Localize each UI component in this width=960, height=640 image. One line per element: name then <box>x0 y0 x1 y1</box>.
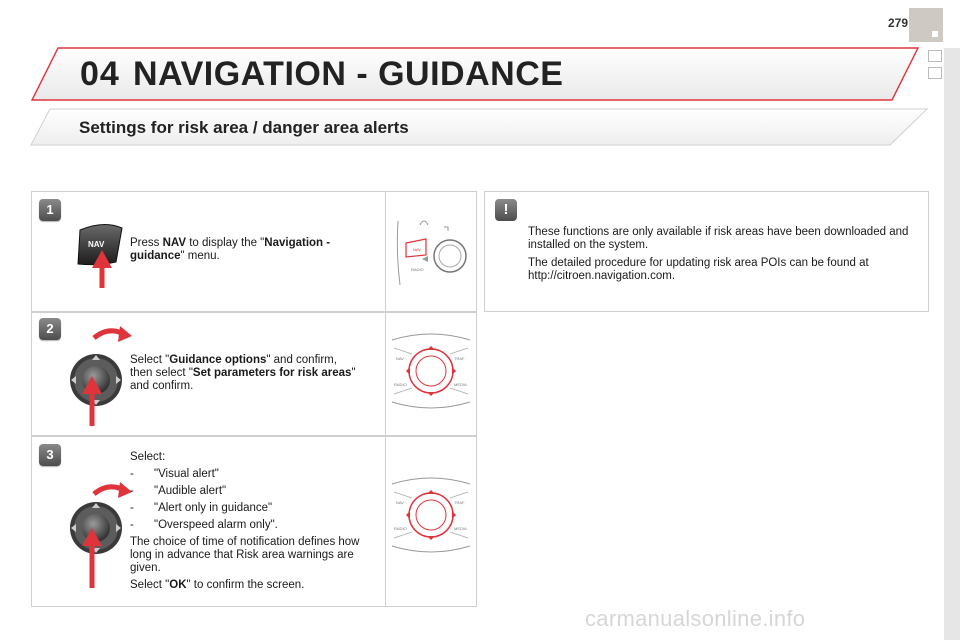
step-1-badge: 1 <box>39 199 61 221</box>
step-3-badge: 3 <box>39 444 61 466</box>
warning-line-2: The detailed procedure for updating risk area POIs can be found at http://citroen.navigation.com. <box>528 257 869 282</box>
watermark: carmanualsonline.info <box>585 606 806 631</box>
panel-3-radio-label: RADIO <box>394 526 407 531</box>
warning-line-1: These functions are only available if risk areas have been downloaded and installed on the system. <box>528 226 909 251</box>
warning-text <box>528 226 918 288</box>
panel-3-traf-label: TRAF <box>454 500 465 505</box>
option-audible-alert: - "Audible alert" <box>130 485 227 497</box>
panel-3-nav-label: NAV <box>396 500 404 505</box>
step-2-text: Select "Guidance options" and confirm, then select "Set parameters for risk areas" and confirm. <box>130 354 356 392</box>
panel-2-traf-label: TRAF <box>454 356 465 361</box>
chapter-number: 04 <box>80 55 120 93</box>
panel-2-radio-label: RADIO <box>394 382 407 387</box>
corner-tab <box>909 8 943 42</box>
side-strip <box>944 48 960 640</box>
chapter-title: NAVIGATION - GUIDANCE <box>133 55 564 93</box>
panel-1-nav-label: NAV <box>413 247 421 252</box>
option-visual-alert: - "Visual alert" <box>130 468 219 480</box>
nav-button-illustration <box>76 222 136 292</box>
panel-illustration-step-1 <box>392 213 472 293</box>
side-checkbox-2 <box>928 67 942 79</box>
page-number: 279 <box>887 16 908 30</box>
panel-3-media-label: MEDIA <box>454 526 467 531</box>
step-1-text: Press NAV to display the "Navigation - guidance" menu. <box>130 237 331 262</box>
step-3-confirm: Select "OK" to confirm the screen. <box>130 579 305 591</box>
section-title: Settings for risk area / danger area alerts <box>79 118 409 137</box>
panel-2-media-label: MEDIA <box>454 382 467 387</box>
option-alert-only-in-guidance: - "Alert only in guidance" <box>130 502 273 514</box>
warning-icon: ! <box>495 199 517 221</box>
step-3-text <box>130 451 370 596</box>
step-3-note: The choice of time of notification defines how long in advance that Risk area warnings are given. <box>130 536 360 574</box>
panel-illustration-step-2 <box>386 326 476 416</box>
panel-2-nav-label: NAV <box>396 356 404 361</box>
side-checkbox-1 <box>928 50 942 62</box>
nav-button-label: NAV <box>88 240 105 249</box>
step-2-badge: 2 <box>39 318 61 340</box>
panel-1-radio-label: RADIO <box>411 267 424 272</box>
step-1-divider <box>385 192 386 311</box>
panel-illustration-step-3 <box>386 470 476 560</box>
step-3-intro: Select: <box>130 451 166 463</box>
option-overspeed-alarm-only: - "Overspeed alarm only". <box>130 519 278 531</box>
